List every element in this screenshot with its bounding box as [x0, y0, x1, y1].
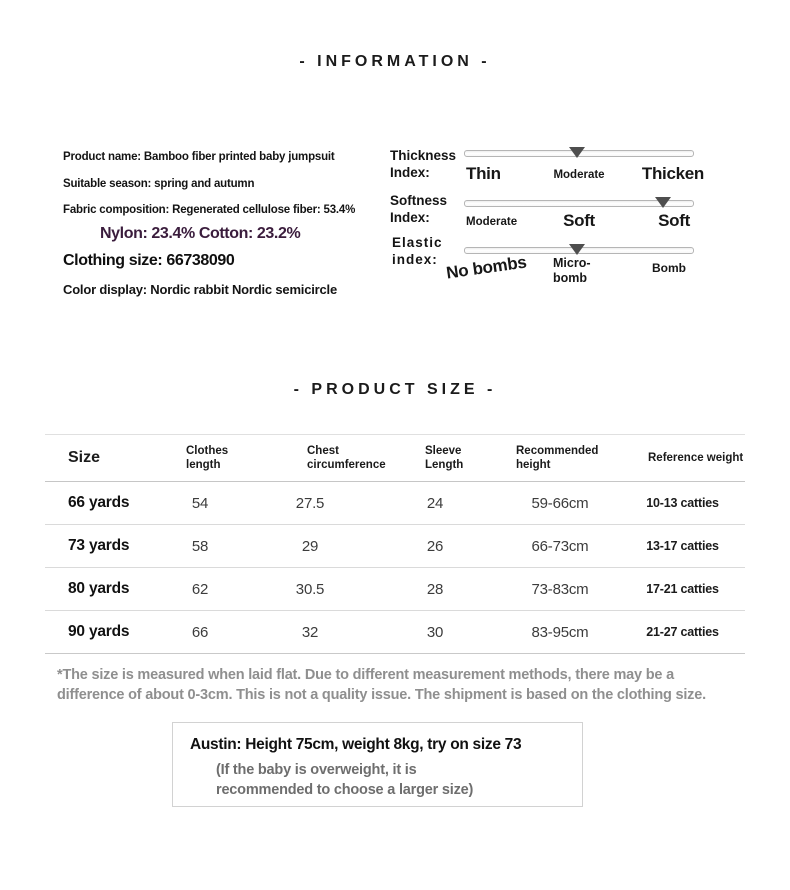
softness-label-moderate: Moderate [466, 216, 518, 228]
cell-sleeve: 30 [426, 623, 444, 641]
cell-weight: 17-21 catties [646, 582, 719, 596]
size-table [45, 434, 745, 654]
cell-chest: 30.5 [295, 580, 325, 598]
thickness-label-thicken: Thicken [641, 164, 704, 183]
col-header-clothes-length: Clothes length [186, 445, 229, 471]
cell-sleeve: 28 [426, 580, 444, 598]
color-display-line: Color display: Nordic rabbit Nordic semicircle [63, 282, 337, 297]
cell-height: 59-66cm [531, 494, 589, 512]
cell-height: 83-95cm [531, 623, 589, 641]
thickness-index-slider [464, 150, 694, 157]
cell-chest: 29 [301, 537, 319, 555]
thickness-label-thin: Thin [466, 164, 501, 183]
model-tryon-note [216, 760, 582, 800]
fabric-composition-highlight-line: Nylon: 23.4% Cotton: 23.2% [100, 225, 301, 242]
cell-length: 62 [191, 580, 209, 598]
elastic-index-slider [464, 247, 694, 254]
thickness-label-moderate: Moderate [553, 169, 605, 181]
fabric-composition-line: Fabric composition: Regenerated cellulose fiber: 53.4% [63, 204, 356, 216]
clothing-size-line: Clothing size: 66738090 [63, 252, 235, 269]
model-tryon-note-line-1: (If the baby is overweight, it is [216, 762, 417, 778]
measurement-disclaimer: *The size is measured when laid flat. Due to different measurement methods, there may be a difference of about 0-3cm. This is not a quality issue. The shipment is based on the clothing size. [57, 667, 706, 703]
cell-length: 58 [191, 537, 209, 555]
table-row [45, 611, 745, 654]
col-header-chest-circumference: Chest circumference [307, 445, 386, 471]
table-row [45, 525, 745, 568]
softness-scale-labels [464, 211, 694, 241]
softness-index-slider [464, 200, 694, 207]
cell-chest: 27.5 [295, 494, 325, 512]
softness-label-soft-mid: Soft [563, 211, 595, 230]
model-tryon-box [172, 722, 583, 807]
cell-weight: 13-17 catties [646, 539, 719, 553]
elastic-label-bomb: Bomb [652, 261, 686, 275]
cell-weight: 10-13 catties [646, 496, 719, 510]
softness-index-label: Softness Index: [390, 193, 448, 225]
elastic-label-no-bombs: No bombs [445, 252, 528, 283]
col-header-size: Size [68, 449, 101, 466]
cell-sleeve: 24 [426, 494, 444, 512]
elastic-scale-labels [445, 252, 694, 285]
suitable-season-line: Suitable season: spring and autumn [63, 178, 255, 190]
size-table-header-row [45, 434, 745, 482]
elastic-label-micro-bomb: Micro-bomb [553, 256, 591, 285]
product-size-section-title: - PRODUCT SIZE - [293, 381, 497, 398]
information-section-title: - INFORMATION - [299, 53, 491, 70]
cell-size: 73 yards [68, 537, 130, 554]
cell-size: 90 yards [68, 623, 130, 640]
thickness-scale-labels [464, 164, 704, 194]
cell-length: 66 [191, 623, 209, 641]
cell-chest: 32 [301, 623, 319, 641]
cell-sleeve: 26 [426, 537, 444, 555]
model-tryon-note-line-2: recommended to choose a larger size) [216, 782, 474, 798]
thickness-index-label: Thickness Index: [390, 148, 457, 180]
cell-size: 66 yards [68, 494, 130, 511]
col-header-recommended-height: Recommended height [516, 445, 599, 471]
softness-marker-icon [655, 197, 671, 208]
thickness-marker-icon [569, 147, 585, 158]
softness-label-soft-right: Soft [658, 211, 690, 230]
product-name-line: Product name: Bamboo fiber printed baby jumpsuit [63, 151, 335, 163]
col-header-reference-weight: Reference weight [648, 452, 744, 464]
col-header-sleeve-length: Sleeve Length [425, 445, 464, 471]
cell-size: 80 yards [68, 580, 130, 597]
elastic-index-label: Elastic index: [392, 235, 443, 267]
table-row [45, 568, 745, 611]
cell-length: 54 [191, 494, 209, 512]
cell-height: 66-73cm [531, 537, 589, 555]
cell-weight: 21-27 catties [646, 625, 719, 639]
table-row [45, 482, 745, 525]
model-tryon-summary: Austin: Height 75cm, weight 8kg, try on size 73 [190, 736, 522, 753]
cell-height: 73-83cm [531, 580, 589, 598]
